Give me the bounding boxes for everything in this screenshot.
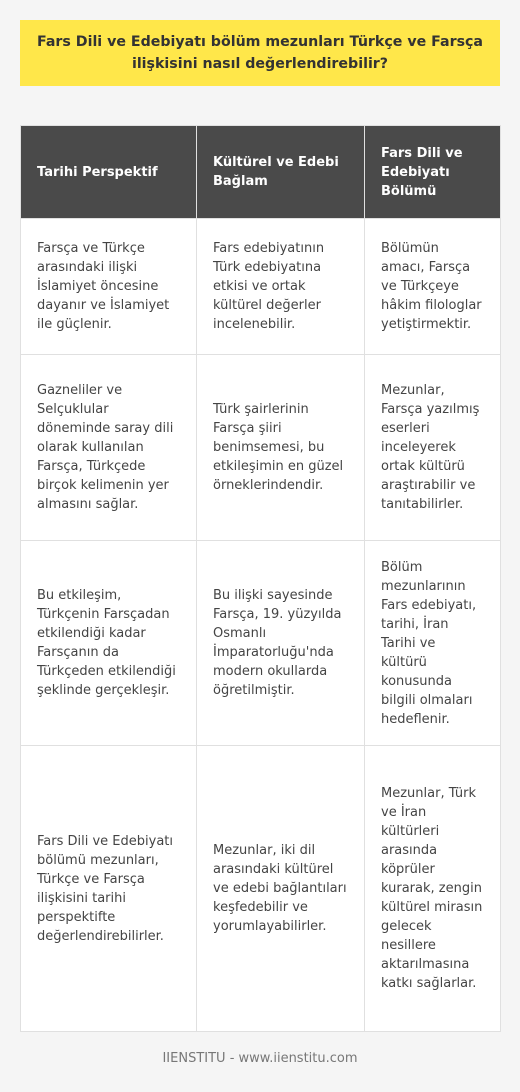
table-row (21, 219, 501, 355)
table-cell: Bölüm mezunlarının Fars edebiyatı, tarihi, İran Tarihi ve kültürü konusunda bilgili olmaları hedeflenir. (365, 541, 501, 746)
table-cell: Fars edebiyatının Türk edebiyatına etkisi ve ortak kültürel değerler incelenebilir. (197, 219, 365, 355)
page-title: Fars Dili ve Edebiyatı bölüm mezunları Türkçe ve Farsça ilişkisini nasıl değerlendirebilir? (20, 20, 500, 86)
table-row (21, 355, 501, 541)
table-row (21, 746, 501, 1032)
column-header-historical: Tarihi Perspektif (21, 126, 197, 219)
table-cell: Türk şairlerinin Farsça şiiri benimsemesi, bu etkileşimin en güzel örneklerindendir. (197, 355, 365, 541)
table-row (21, 541, 501, 746)
table-cell: Gazneliler ve Selçuklular döneminde saray dili olarak kullanılan Farsça, Türkçede birçok kelimenin yer almasını sağlar. (21, 355, 197, 541)
info-table (20, 125, 501, 1032)
table-cell: Bölümün amacı, Farsça ve Türkçeye hâkim filologlar yetiştirmektir. (365, 219, 501, 355)
column-header-cultural: Kültürel ve Edebi Bağlam (197, 126, 365, 219)
table-cell: Bu etkileşim, Türkçenin Farsçadan etkilendiği kadar Farsçanın da Türkçeden etkilendiği şeklinde gerçekleşir. (21, 541, 197, 746)
table-cell: Mezunlar, Farsça yazılmış eserleri inceleyerek ortak kültürü araştırabilir ve tanıtabilirler. (365, 355, 501, 541)
table-cell: Farsça ve Türkçe arasındaki ilişki İslamiyet öncesine dayanır ve İslamiyet ile güçlenir. (21, 219, 197, 355)
table-cell: Fars Dili ve Edebiyatı bölümü mezunları, Türkçe ve Farsça ilişkisini tarihi perspektifte değerlendirebilirler. (21, 746, 197, 1032)
table-cell: Mezunlar, Türk ve İran kültürleri arasında köprüler kurarak, zengin kültürel mirasın gelecek nesillere aktarılmasına katkı sağlarlar. (365, 746, 501, 1032)
footer-credit: IIENSTITU - www.iienstitu.com (162, 1051, 358, 1066)
table-header-row (21, 126, 501, 219)
table-cell: Bu ilişki sayesinde Farsça, 19. yüzyılda Osmanlı İmparatorluğu'nda modern okullarda öğretilmiştir. (197, 541, 365, 746)
table-cell: Mezunlar, iki dil arasındaki kültürel ve edebi bağlantıları keşfedebilir ve yorumlayabilirler. (197, 746, 365, 1032)
column-header-department: Fars Dili ve Edebiyatı Bölümü (365, 126, 501, 219)
